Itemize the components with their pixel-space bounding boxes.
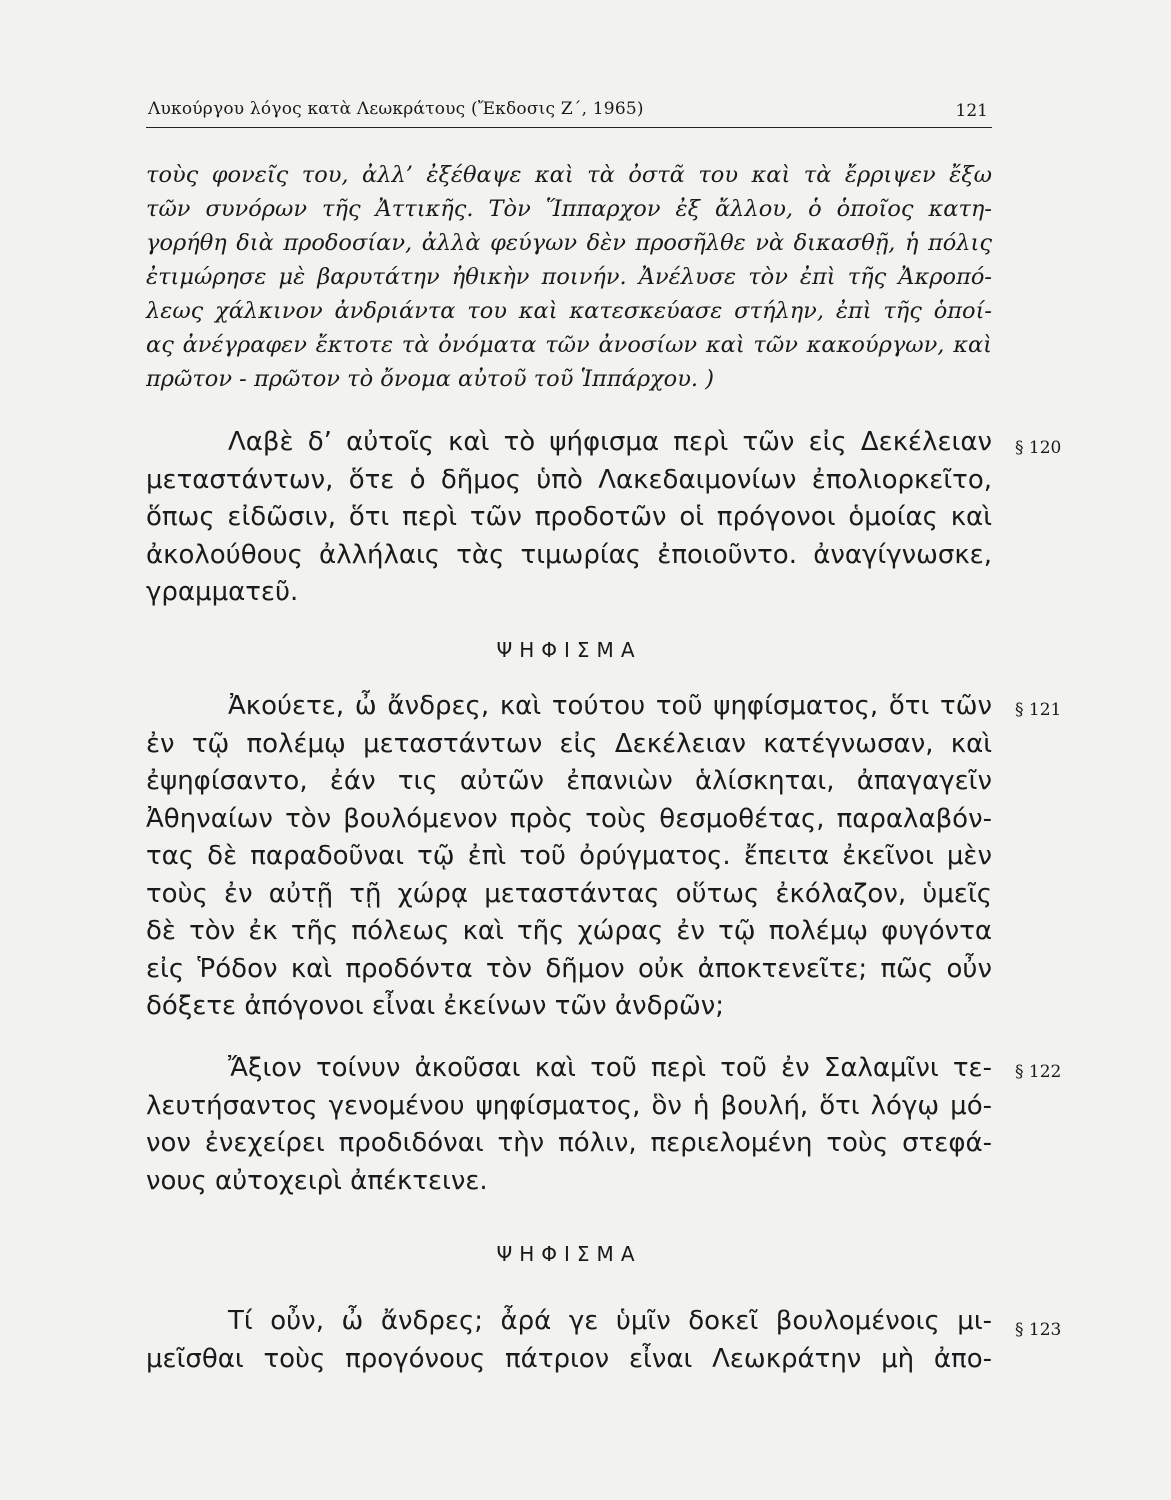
note-line: γορήθη διὰ προδοσίαν, ἀλλὰ φεύγων δὲν προσῆλθε νὰ δικασθῇ, ἡ πόλις: [146, 230, 992, 256]
note-line: ας ἀνέγραφεν ἔκτοτε τὰ ὀνόματα τῶν ἀνοσίων καὶ τῶν κακούργων, καὶ: [146, 332, 992, 358]
text-line: ἐψηφίσαντο, ἐάν τις αὐτῶν ἐπανιὼν ἁλίσκηται, ἀπαγαγεῖν: [146, 766, 992, 796]
section-marker-122: § 122: [1015, 1062, 1062, 1082]
text-line: Λαβὲ δ’ αὐτοῖς καὶ τὸ ψήφισμα περὶ τῶν εἰς Δεκέλειαν: [228, 427, 992, 457]
section-122-text: [146, 1050, 992, 1200]
section-123-text: [146, 1303, 992, 1378]
text-line: λευτήσαντος γενομένου ψηφίσματος, ὃν ἡ βουλή, ὅτι λόγῳ μό-: [146, 1090, 992, 1121]
text-line: Ἄξιον τοίνυν ἀκοῦσαι καὶ τοῦ περὶ τοῦ ἐν Σαλαμῖνι τε-: [228, 1053, 992, 1083]
note-line: ἐτιμώρησε μὲ βαρυτάτην ἠθικὴν ποινήν. Ἀνέλυσε τὸν ἐπὶ τῆς Ἀκροπό-: [146, 264, 992, 290]
text-line: μεταστάντων, ὅτε ὁ δῆμος ὑπὸ Λακεδαιμονίων ἐπολιορκεῖτο,: [146, 464, 992, 495]
section-marker-121: § 121: [1015, 700, 1062, 720]
section-120-text: [146, 424, 992, 612]
note-line: πρῶτον - πρῶτον τὸ ὄνομα αὐτοῦ τοῦ Ἱππάρχου. ): [146, 366, 714, 392]
text-line: Ἀθηναίων τὸν βουλόμενον πρὸς τοὺς θεσμοθέτας, παραλαβόν-: [146, 803, 992, 834]
text-line: ὅπως εἰδῶσιν, ὅτι περὶ τῶν προδοτῶν οἱ πρόγονοι ὁμοίας καὶ: [146, 502, 992, 532]
text-line: δὲ τὸν ἐκ τῆς πόλεως καὶ τῆς χώρας ἐν τῷ πολέμῳ φυγόντα: [146, 916, 992, 946]
text-line: εἰς Ῥόδον καὶ προδόντα τὸν δῆμον οὐκ ἀποκτενεῖτε; πῶς οὖν: [146, 953, 992, 984]
text-line: Τί οὖν, ὦ ἄνδρες; ἆρά γε ὑμῖν δοκεῖ βουλομένοις μι-: [228, 1306, 992, 1336]
note-line: τῶν συνόρων τῆς Ἀττικῆς. Τὸν Ἵππαρχον ἐξ ἄλλου, ὁ ὁποῖος κατη-: [146, 196, 992, 222]
note-line: τοὺς φονεῖς του, ἀλλ’ ἐξέθαψε καὶ τὰ ὀστᾶ του καὶ τὰ ἔρριψεν ἔξω: [146, 162, 992, 188]
header-title: Λυκούργου λόγος κατὰ Λεωκράτους (Ἔκδοσις Ζ΄, 1965): [148, 99, 644, 119]
translation-note: [146, 158, 992, 396]
text-line: μεῖσθαι τοὺς προγόνους πάτριον εἶναι Λεωκράτην μὴ ἀπο-: [146, 1343, 992, 1374]
running-header: [146, 95, 992, 128]
text-line: Ἀκούετε, ὦ ἄνδρες, καὶ τούτου τοῦ ψηφίσματος, ὅτι τῶν: [228, 691, 992, 721]
text-line: ἀκολούθους ἀλλήλαις τὰς τιμωρίας ἐποιοῦντο. ἀναγίγνωσκε,: [146, 539, 992, 570]
text-line: τοὺς ἐν αὐτῇ τῇ χώρᾳ μεταστάντας οὕτως ἐκόλαζον, ὑμεῖς: [146, 878, 992, 909]
section-marker-123: § 123: [1015, 1320, 1062, 1340]
text-line: νους αὐτοχειρὶ ἀπέκτεινε.: [146, 1165, 488, 1196]
text-line: νον ἐνεχείρει προδιδόναι τὴν πόλιν, περιελομένη τοὺς στεφά-: [146, 1128, 992, 1158]
text-line: γραμματεῦ.: [146, 577, 299, 607]
text-line: δόξετε ἀπόγονοι εἶναι ἐκείνων τῶν ἀνδρῶν;: [146, 991, 725, 1021]
text-line: τας δὲ παραδοῦναι τῷ ἐπὶ τοῦ ὀρύγματος. ἔπειτα ἐκεῖνοι μὲν: [146, 841, 992, 871]
section-marker-120: § 120: [1015, 438, 1062, 458]
psephisma-heading-1: ΨΗΦΙΣΜΑ: [496, 638, 642, 662]
text-line: ἐν τῷ πολέμῳ μεταστάντων εἰς Δεκέλειαν κατέγνωσαν, καὶ: [146, 728, 992, 759]
page-number: 121: [955, 101, 988, 121]
note-line: λεως χάλκινον ἀνδριάντα του καὶ κατεσκεύασε στήλην, ἐπὶ τῆς ὁποί-: [146, 298, 992, 324]
psephisma-heading-2: ΨΗΦΙΣΜΑ: [496, 1242, 642, 1266]
section-121-text: [146, 688, 992, 1026]
